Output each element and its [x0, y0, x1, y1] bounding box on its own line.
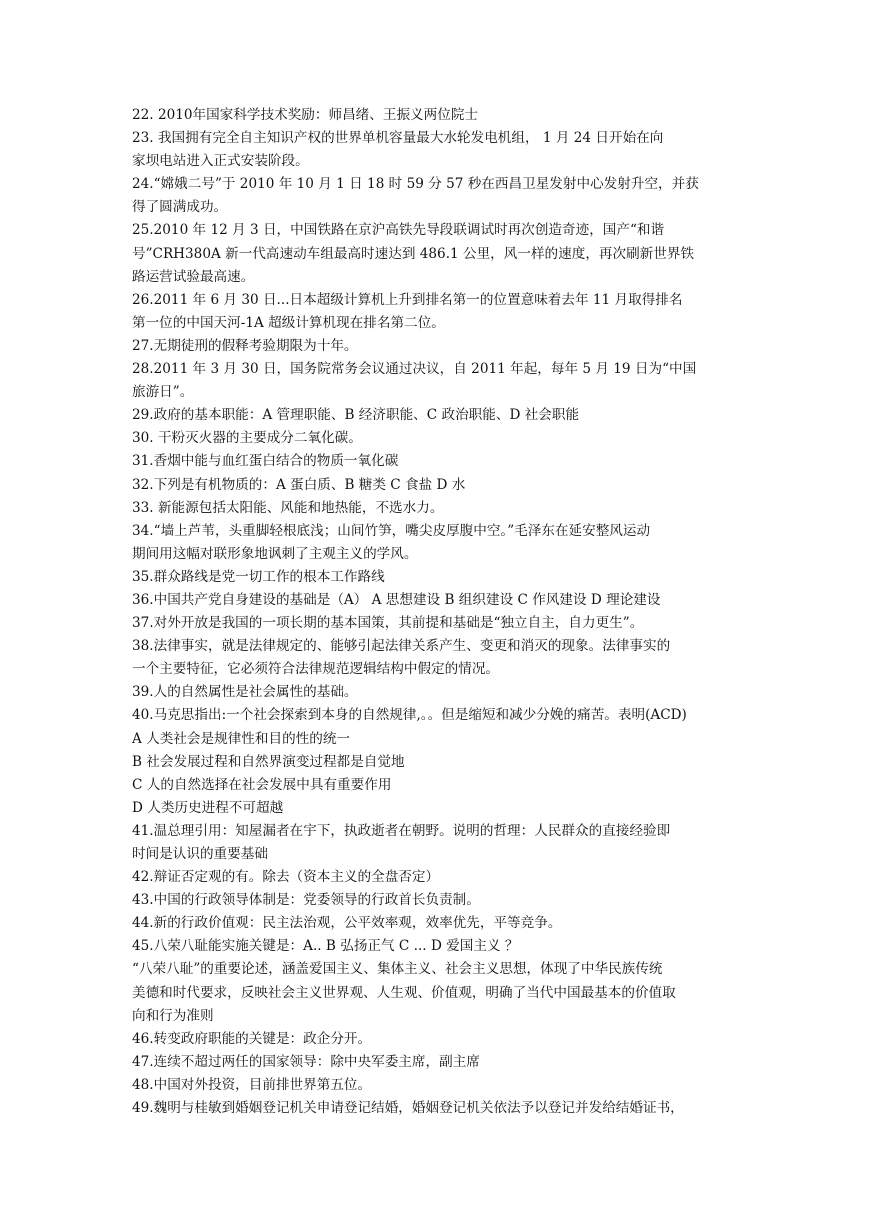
text-line: 得了圆满成功。: [132, 199, 228, 216]
text-line: 33. 新能源包括太阳能、风能和地热能，不选水力。: [132, 499, 444, 516]
text-line: 31.香烟中能与血红蛋白结合的物质一氧化碳: [132, 453, 399, 470]
text-line: 44.新的行政价值观：民主法治观，公平效率观，效率优先，平等竞争。: [132, 915, 562, 932]
text-line: 49.魏明与桂敏到婚姻登记机关申请登记结婚，婚姻登记机关依法予以登记并发给结婚证书，: [132, 1100, 684, 1117]
document-body: [132, 104, 737, 1120]
text-line: 时间是认识的重要基础: [132, 846, 268, 862]
text-line: 25.2010 年 12 月 3 日，中国铁路在京沪高铁先导段联调试时再次创造奇迹，国产“和谐: [132, 222, 665, 239]
text-line: 家坝电站进入正式安装阶段。: [132, 153, 309, 170]
text-line: 向和行为准则: [132, 1007, 214, 1024]
text-line: 28.2011 年 3 月 30 日，国务院常务会议通过决议，自 2011 年起，每年 5 月 19 日为“中国: [132, 361, 697, 378]
text-line: “八荣八耻”的重要论述，涵盖爱国主义、集体主义、社会主义思想，体现了中华民族传统: [132, 961, 663, 978]
text-line: 35.群众路线是党一切工作的根本工作路线: [132, 568, 385, 585]
text-line: 路运营试验最高速。: [132, 268, 255, 285]
text-line: 34.“墙上芦苇，头重脚轻根底浅；山间竹笋，嘴尖皮厚腹中空。”毛泽东在延安整风运动: [132, 522, 651, 539]
text-line: 22. 2010年国家科学技术奖励：师昌绪、王振义两位院士: [132, 107, 479, 123]
text-line: 32.下列是有机物质的：A 蛋白质、B 糖类 C 食盐 D 水: [132, 476, 466, 493]
text-line: 24.“嫦娥二号”于 2010 年 10 月 1 日 18 时 59 分 57 秒在西昌卫星发射中心发射升空，并获: [132, 176, 699, 193]
text-line: 37.对外开放是我国的一项长期的基本国策，其前提和基础是“独立自主，自力更生”。: [132, 615, 644, 632]
text-line: 42.辩证否定观的有。除去（资本主义的全盘否定）: [132, 869, 440, 886]
text-line: 36.中国共产党自身建设的基础是（A） A 思想建设 B 组织建设 C 作风建设 D 理论建设: [132, 591, 661, 608]
text-line: 48.中国对外投资，目前排世界第五位。: [132, 1076, 372, 1093]
text-line: 40.马克思指出:一个社会探索到本身的自然规律,。。但是缩短和减少分娩的痛苦。表明(ACD): [132, 707, 687, 724]
text-line: 27.无期徒刑的假释考验期限为十年。: [132, 337, 358, 354]
text-line: A 人类社会是规律性和目的性的统一: [132, 730, 351, 747]
text-line: 38.法律事实，就是法律规定的、能够引起法律关系产生、变更和消灭的现象。法律事实的: [132, 638, 671, 655]
text-line: 旅游日”。: [132, 384, 194, 401]
text-line: 一个主要特征，它必须符合法律规范逻辑结构中假定的情况。: [132, 661, 500, 678]
text-line: 号”CRH380A 新一代高速动车组最高时速达到 486.1 公里，风一样的速度，再次刷新世界铁: [132, 245, 695, 262]
text-line: C 人的自然选择在社会发展中具有重要作用: [132, 776, 392, 793]
text-line: 43.中国的行政领导体制是：党委领导的行政首长负责制。: [132, 892, 480, 909]
text-line: 23. 我国拥有完全自主知识产权的世界单机容量最大水轮发电机组， 1 月 24 日开始在向: [132, 130, 664, 147]
text-line: B 社会发展过程和自然界演变过程都是自觉地: [132, 753, 405, 770]
text-line: D 人类历史进程不可超越: [132, 799, 284, 816]
text-line: 30. 干粉灭火器的主要成分二氧化碳。: [132, 430, 362, 447]
text-line: 期间用这幅对联形象地讽刺了主观主义的学风。: [132, 545, 418, 562]
text-line: 29.政府的基本职能：A 管理职能、B 经济职能、C 政治职能、D 社会职能: [132, 407, 580, 424]
text-line: 47.连续不超过两任的国家领导：除中央军委主席，副主席: [132, 1053, 480, 1070]
text-line: 美德和时代要求，反映社会主义世界观、人生观、价值观，明确了当代中国最基本的价值取: [132, 984, 676, 1001]
text-line: 41.温总理引用：知屋漏者在宇下，执政逝者在朝野。说明的哲理：人民群众的直接经验即: [132, 822, 671, 839]
text-line: 26.2011 年 6 月 30 日...日本超级计算机上升到排名第一的位置意味着去年 11 月取得排名: [132, 291, 683, 308]
text-line: 39.人的自然属性是社会属性的基础。: [132, 684, 358, 701]
text-line: 第一位的中国天河-1A 超级计算机现在排名第二位。: [132, 314, 445, 331]
text-line: 46.转变政府职能的关键是：政企分开。: [132, 1030, 372, 1047]
text-line: 45.八荣八耻能实施关键是：A.. B 弘扬正气 C ... D 爱国主义 ？: [132, 938, 519, 955]
